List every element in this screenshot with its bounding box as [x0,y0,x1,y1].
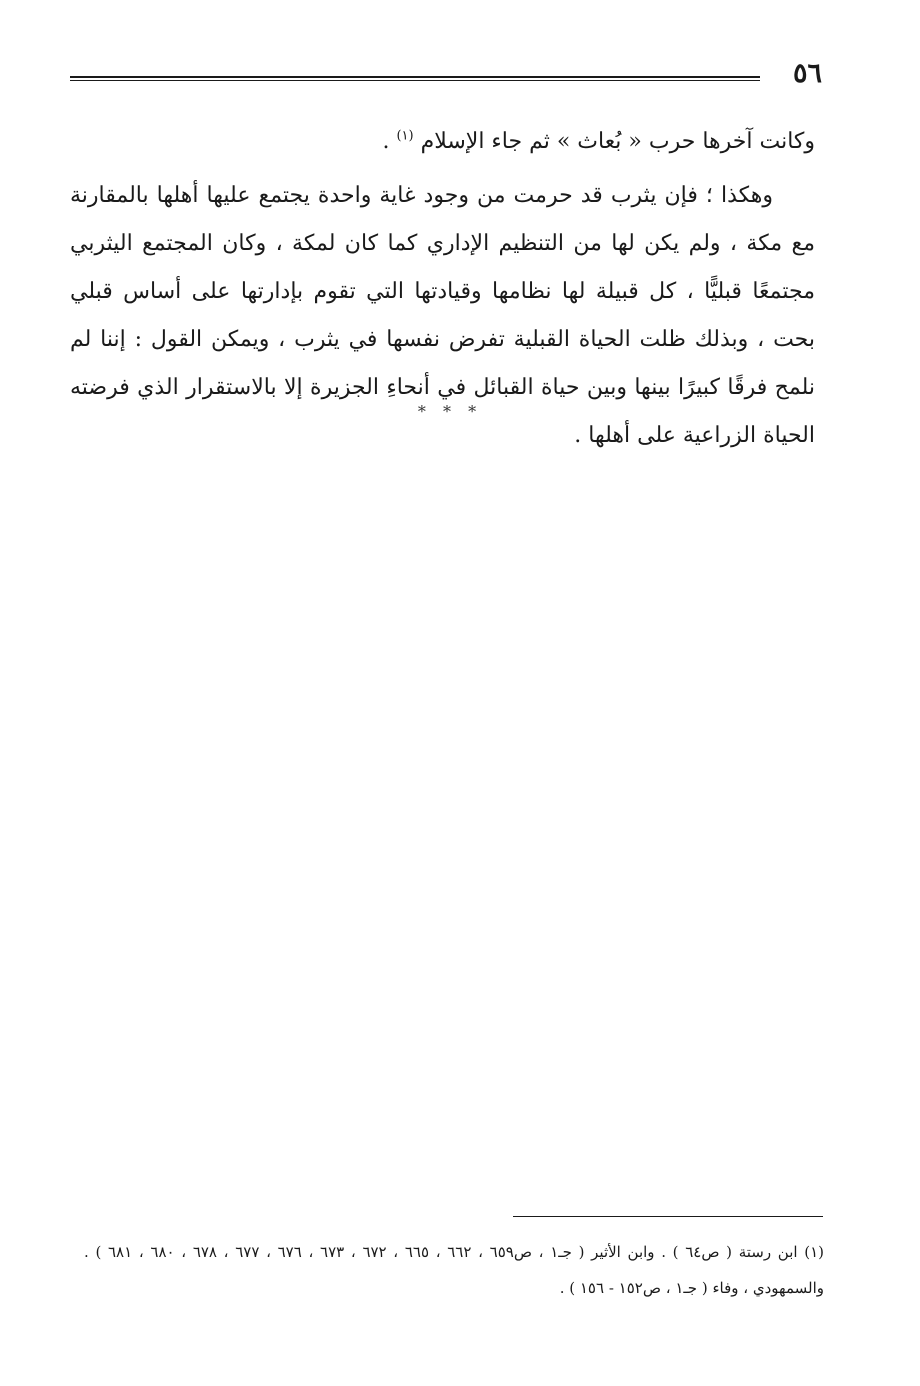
paragraph-1 [70,118,815,166]
footnote-1: (١) ابن رستة ( ص٦٤ ) . وابن الأثير ( جـ١ ، ص٦٥٩ ، ٦٦٢ ، ٦٦٥ ، ٦٧٢ ، ٦٧٣ ، ٦٧٦ ، ٦٧٧ ، ٦٧٨ ، ٦٨٠ ، ٦٨١ ) . والسمهودي ، وفاء ( جـ١ ، ص١٥٢ - ١٥٦ ) . [84,1243,825,1297]
footnote-reference[interactable]: (١) [396,128,414,144]
section-separator: * * * [417,402,483,421]
footnote-rule [513,1216,823,1217]
page-number: ٥٦ [792,58,822,89]
paragraph-1-text: وكانت آخرها حرب « بُعاث » ثم جاء الإسلام [420,129,815,154]
paragraph-1-end: . [382,129,397,154]
header-rule [70,76,760,81]
footnotes [84,1234,824,1306]
paragraph-2: وهكذا ؛ فإن يثرب قد حرمت من وجود غاية واحدة يجتمع عليها أهلها بالمقارنة مع مكة ، ولم يكن لها من التنظيم الإداري كما كان لمكة ، وكان المجتمع اليثربي مجتمعًا قبليًّا ، كل قبيلة لها نظامها وقيادتها التي تقوم بإدارتها على أساس قبلي بحت ، وبذلك ظلت الحياة القبلية تفرض نفسها في يثرب ، ويمكن القول : إننا لم نلمح فرقًا كبيرًا بينها وبين حياة القبائل في أنحاءِ الجزيرة إلا بالاستقرار الذي فرضته الحياة الزراعية على أهلها . [70,183,815,448]
